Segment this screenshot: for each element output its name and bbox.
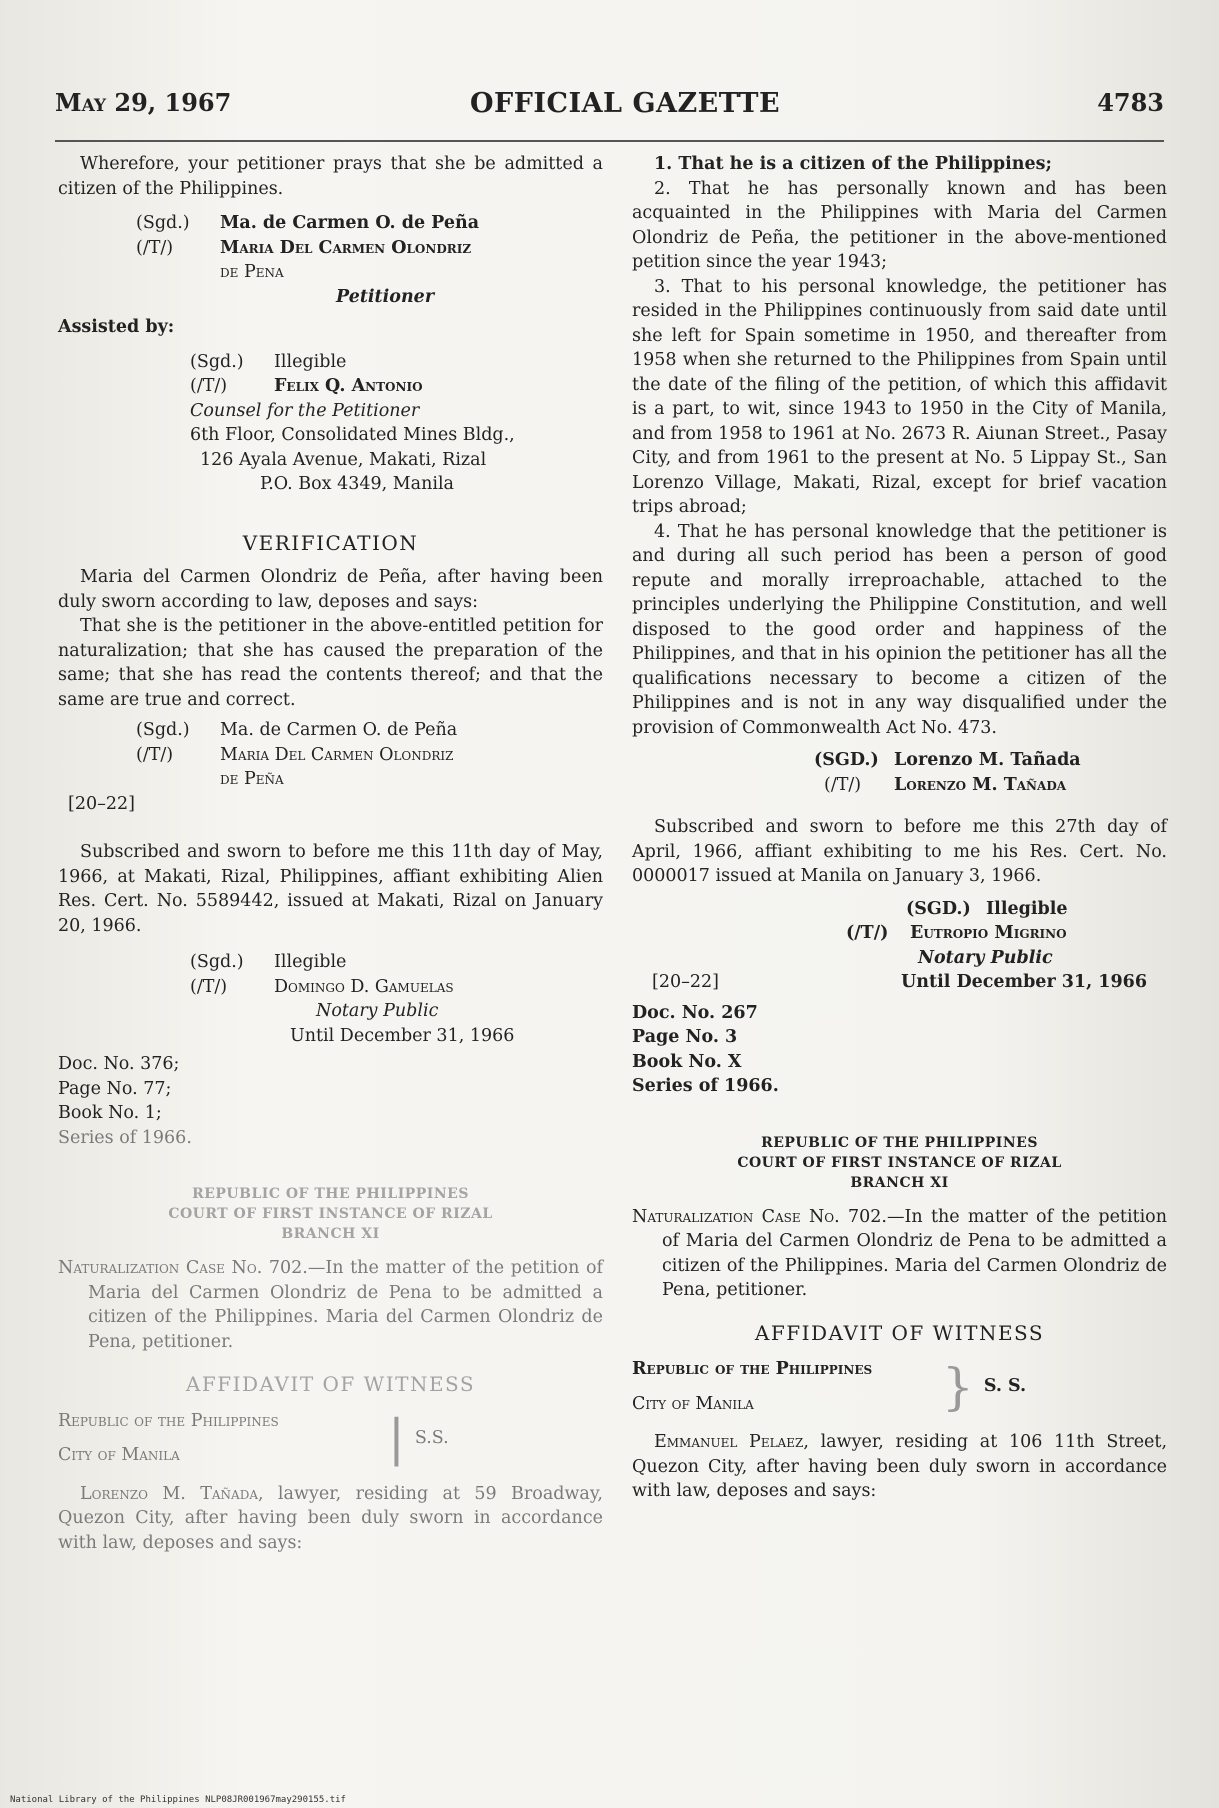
notary-role: Notary Public [316,1001,439,1021]
typed-name-cont: de Peña [220,769,284,789]
venue-block [632,1357,1167,1416]
petitioner-role: Petitioner [336,286,435,307]
typed-name: Maria Del Carmen Olondriz [220,744,454,765]
typed-name: Eutropio Migrino [910,923,1067,943]
case-paragraph [632,1205,1167,1303]
counsel-signature-block [190,350,603,497]
signed-name: Illegible [274,952,347,972]
caption-line-2: COURT OF FIRST INSTANCE OF RIZAL [737,1154,1062,1171]
scan-footer: National Library of the Philippines NLP08JR001967may290155.tif [10,1795,346,1805]
counsel-role: Counsel for the Petitioner [190,400,420,421]
typed-label: (/T/) [824,774,862,795]
header-title: OFFICIAL GAZETTE [470,88,781,119]
reference-number: [20–22] [652,972,719,992]
signed-name: Illegible [274,351,347,372]
court-caption [58,1184,603,1244]
document-details [632,1001,1167,1099]
notary-until: Until December 31, 1966 [901,972,1147,992]
sgd-label: (Sgd.) [190,952,244,972]
case-paragraph [58,1256,603,1354]
brace-icon: | [388,1409,405,1467]
sgd-label: (SGD.) [814,750,879,770]
notary-signature-block [190,950,603,1048]
witness-text: , lawyer, residing at 106 11th Street, Quezon City, after having been duly sworn in accordance with law, deposes and says: [632,1432,1168,1501]
witness-name: Lorenzo M. Tañada [80,1483,258,1504]
document-details [58,1052,603,1150]
typed-label: (/T/) [190,376,228,396]
case-text: —In the matter of the petition of Maria del Carmen Olondriz de Pena to be admitted a citizen of the Philippines. Maria del Carmen Olondriz de Pena, petitioner. [662,1206,1167,1300]
verification-heading: VERIFICATION [242,530,419,555]
verification-signature-block [136,718,603,792]
signed-name: Illegible [986,898,1068,919]
subscribed-paragraph: Subscribed and sworn to before me this 27th day of April, 1966, affiant exhibiting to me his Res. Cert. No. 0000017 issued at Manila on January 3, 1966. [632,817,1167,886]
doc-number: Doc. No. 376; [58,1054,180,1074]
counsel-address-3: P.O. Box 4349, Manila [260,474,454,494]
page-number: Page No. 77; [58,1078,172,1099]
case-title: Naturalization Case No. 702. [632,1206,887,1227]
header-rule [55,140,1164,142]
case-title: Naturalization Case No. 702. [58,1258,308,1278]
counsel-address-1: 6th Floor, Consolidated Mines Bldg., [190,425,515,445]
right-column [632,152,1167,1504]
venue-ss: S.S. [414,1427,449,1448]
typed-label: (/T/) [136,744,174,765]
signed-name: Lorenzo M. Tañada [894,750,1081,770]
typed-label: (/T/) [190,976,228,997]
counsel-address-2: 126 Ayala Avenue, Makati, Rizal [200,449,487,470]
subscribed-paragraph: Subscribed and sworn to before me this 11th day of May, 1966, at Makati, Rizal, Philippines, affiant exhibiting Alien Res. Cert. No. 5589442, issued at Makati, Rizal on January 20, 1966. [58,842,603,936]
page-number: Page No. 3 [632,1027,738,1047]
typed-name: Felix Q. Antonio [274,376,423,396]
venue-block [58,1409,603,1468]
sgd-label: (Sgd.) [136,213,190,233]
caption-line-1: REPUBLIC OF THE PHILIPPINES [761,1134,1038,1151]
item-4: 4. That he has personal knowledge that the petitioner is and during all such period has been a person of good repute and morally irreproachable, attached to the principles underlying the Philippine Constitution, and well disposed to the good order and happiness of the Philippines, and that in his opinion the petitioner has all the qualifications necessary to become a citizen of the Philippines and is not in any way disqualified under the provision of Commonwealth Act No. 473. [632,521,1167,738]
sgd-label: (Sgd.) [190,351,244,372]
sgd-label: (SGD.) [906,898,971,919]
signed-name: Ma. de Carmen O. de Peña [220,720,458,740]
typed-name: Domingo D. Gamuelas [274,976,454,997]
book-number: Book No. X [632,1051,742,1072]
venue-line-1: Republic of the Philippines [632,1359,873,1379]
typed-name-cont: de Pena [220,262,284,282]
affidavit-heading: AFFIDAVIT OF WITNESS [754,1320,1045,1345]
petition-prayer: Wherefore, your petitioner prays that she be admitted a citizen of the Philippines. [58,154,603,199]
verification-paragraph-1: Maria del Carmen Olondriz de Peña, after having been duly sworn according to law, deposes and says: [58,567,603,612]
verification-paragraph-2: That she is the petitioner in the above-entitled petition for naturalization; that she has caused the preparation of the same; that she has read the contents thereof; and that the same are true and correct. [58,616,603,710]
witness-name: Emmanuel Pelaez [654,1432,804,1452]
item-1: 1. That he is a citizen of the Philippines; [654,154,1052,174]
case-text: —In the matter of the petition of Maria del Carmen Olondriz de Pena to be admitted a citizen of the Philippines. Maria del Carmen Olondriz de Pena, petitioner. [88,1258,603,1352]
reference-number: [20–22] [68,793,135,814]
venue-line-2: City of Manila [58,1445,180,1465]
witness-paragraph [632,1430,1167,1504]
series: Series of 1966. [58,1127,192,1148]
header-date: May 29, 1967 [55,88,232,117]
typed-label: (/T/) [846,923,889,943]
notary-until: Until December 31, 1966 [290,1025,515,1046]
caption-line-3: BRANCH XI [850,1174,949,1191]
left-column [58,152,603,1555]
item-2: 2. That he has personally known and has been acquainted in the Philippines with Maria del Carmen Olondriz de Peña, the petitioner in the above-mentioned petition since the year 1943; [632,178,1167,272]
typed-label: (/T/) [136,237,174,258]
affidavit-heading: AFFIDAVIT OF WITNESS [185,1372,476,1396]
doc-number: Doc. No. 267 [632,1002,758,1023]
witness-text: , lawyer, residing at 59 Broadway, Quezon City, after having been duly sworn in accordance with law, deposes and says: [58,1483,603,1553]
typed-name: Maria Del Carmen Olondriz [220,237,472,258]
header-page-number: 4783 [1097,88,1164,117]
ref-until-row [632,970,1167,995]
assisted-by-label: Assisted by: [58,317,175,337]
witness-signature-block [814,748,1167,797]
witness-paragraph [58,1482,603,1556]
notary-role: Notary Public [918,947,1053,968]
typed-name: Lorenzo M. Tañada [894,774,1067,795]
notary-signature-block [846,897,1167,971]
sgd-label: (Sgd.) [136,720,190,740]
venue-line-1: Republic of the Philippines [58,1410,279,1431]
petitioner-signature-block [136,211,603,309]
brace-icon: } [942,1357,974,1416]
caption-line-3: BRANCH XI [281,1226,380,1242]
item-3: 3. That to his personal knowledge, the petitioner has resided in the Philippines continuously from said date until she left for Spain sometime in 1950, and thereafter from 1958 when she returned to the Philippines from Spain until the date of the filing of the petition, of which this affidavit is a part, to wit, since 1943 to 1950 in the City of Manila, and from 1958 to 1961 at No. 2673 R. Aiunan Street., Pasay City, and from 1961 to the present at No. 5 Lippay St., San Lorenzo Village, Makati, Rizal, except for brief vacation trips abroad; [632,276,1167,517]
caption-line-2: COURT OF FIRST INSTANCE OF RIZAL [168,1206,493,1222]
book-number: Book No. 1; [58,1103,162,1123]
caption-line-1: REPUBLIC OF THE PHILIPPINES [192,1186,469,1202]
venue-ss: S. S. [983,1376,1027,1397]
series: Series of 1966. [632,1076,779,1096]
venue-line-2: City of Manila [632,1393,754,1414]
signed-name: Ma. de Carmen O. de Peña [220,213,480,233]
court-caption [632,1133,1167,1193]
